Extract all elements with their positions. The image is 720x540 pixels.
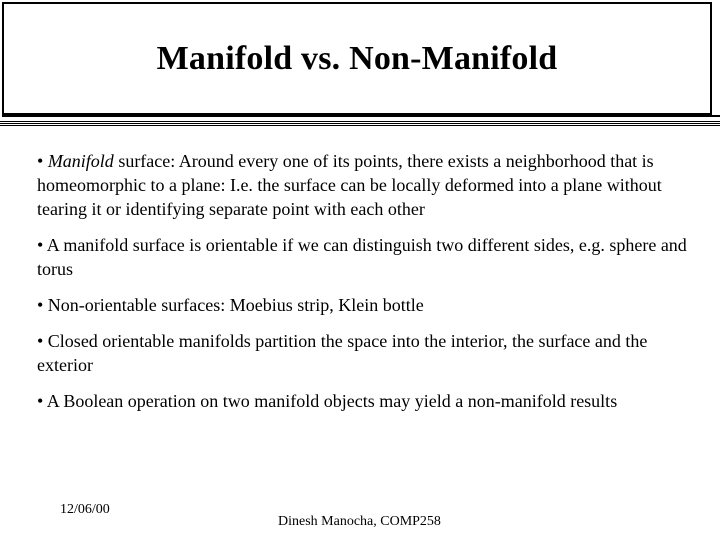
bullet-marker: •	[37, 151, 48, 171]
bullet-list	[37, 149, 687, 425]
title-shadow	[2, 115, 720, 117]
bullet-boolean-operation: • A Boolean operation on two manifold objects may yield a non-manifold results	[37, 391, 618, 411]
title-divider	[0, 121, 720, 126]
footer-date: 12/06/00	[60, 502, 110, 517]
bullet-text: surface: Around every one of its points, there exists a neighborhood that is homeomorphic to a plane: I.e. the surface can be locally deformed into a plane without tearing it or identifying separate point with each other	[37, 151, 662, 219]
bullet-non-orientable: • Non-orientable surfaces: Moebius strip, Klein bottle	[37, 295, 424, 315]
bullet-orientable: • A manifold surface is orientable if we can distinguish two different sides, e.g. sphere and torus	[37, 235, 687, 279]
slide-title: Manifold vs. Non-Manifold	[156, 39, 558, 77]
title-box	[2, 2, 712, 115]
footer-author: Dinesh Manocha, COMP258	[278, 514, 441, 529]
bullet-manifold-definition	[37, 149, 687, 221]
bullet-italic-term: Manifold	[47, 151, 114, 171]
bullet-closed-orientable: • Closed orientable manifolds partition the space into the interior, the surface and the exterior	[37, 331, 648, 375]
